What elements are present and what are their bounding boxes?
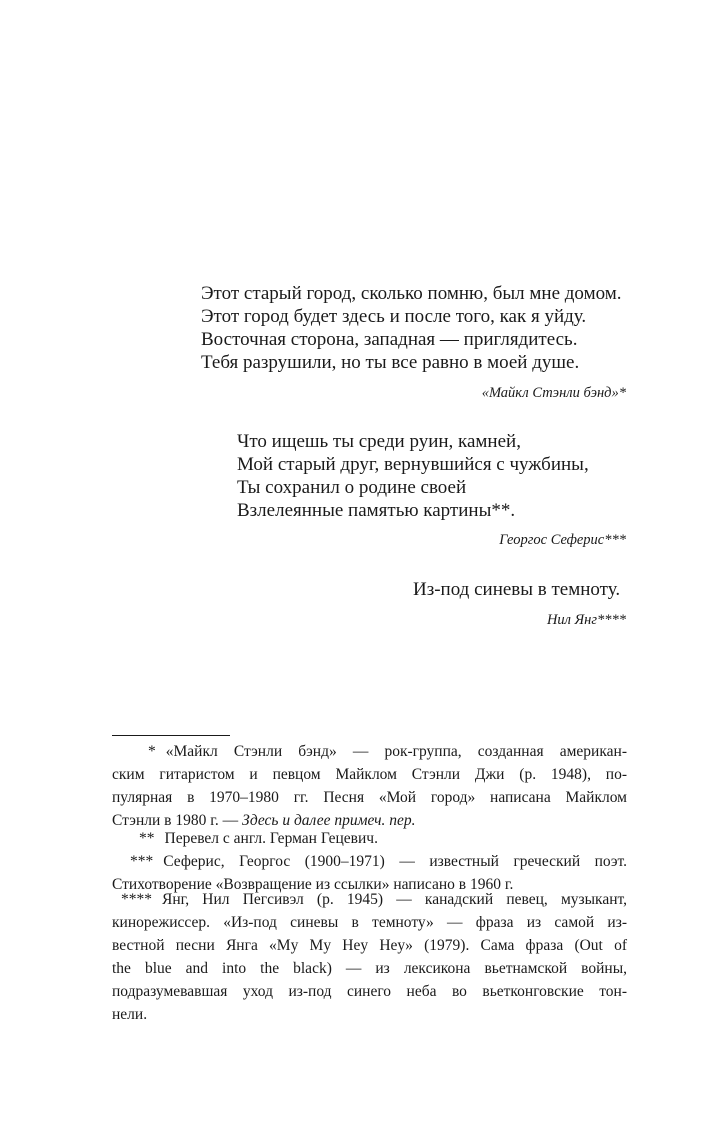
epigraph-attribution: Нил Янг****: [546, 612, 626, 628]
translator-note: Здесь и далее примеч. пер.: [241, 812, 416, 829]
footnote-4: [112, 888, 627, 1026]
footnote-text: ским гитаристом и певцом Майклом Стэнли Джи (р. 1948), по-: [112, 766, 627, 783]
verse-line: Что ищешь ты среди руин, камней,: [237, 431, 521, 452]
footnote-text: Сеферис, Георгос (1900–1971) — известный греческий поэт.: [163, 853, 627, 870]
footnote-separator: [112, 735, 230, 736]
verse-line: Этот старый город, сколько помню, был мне домом.: [201, 283, 622, 304]
verse-line: Взлелеянные памятью картины**.: [237, 500, 516, 521]
footnote-2: [112, 827, 627, 850]
footnote-marker: *: [148, 743, 156, 760]
footnote-text: Янг, Нил Пегсивэл (р. 1945) — канадский певец, музыкант,: [162, 891, 627, 908]
verse-line: Тебя разрушили, но ты все равно в моей душе.: [201, 352, 580, 373]
epigraph-attribution: Георгос Сеферис***: [499, 532, 626, 548]
footnote-text: вестной песни Янга «My My Hey Hey» (1979). Сама фраза (Out of: [112, 937, 627, 954]
footnote-1: [112, 740, 627, 832]
footnote-text: пулярная в 1970–1980 гг. Песня «Мой город» написана Майклом: [112, 789, 627, 806]
verse-line: Восточная сторона, западная — приглядитесь.: [201, 329, 578, 350]
footnote-text: нели.: [112, 1006, 148, 1023]
verse-line: Мой старый друг, вернувшийся с чужбины,: [237, 454, 589, 475]
verse-line: Ты сохранил о родине своей: [237, 477, 467, 498]
footnote-text: Стихотворение «Возвращение из ссылки» написано в 1960 г.: [112, 876, 514, 893]
footnote-text: подразумевавшая уход из-под синего неба во вьетконговские тон-: [112, 983, 627, 1000]
footnote-marker: ****: [121, 891, 152, 908]
footnote-text: the blue and into the black) — из лексикона вьетнамской войны,: [112, 960, 627, 977]
footnote-text: «Майкл Стэнли бэнд» — рок-группа, созданная американ-: [165, 743, 627, 760]
footnote-marker: ***: [130, 853, 154, 870]
footnote-marker: **: [139, 830, 155, 847]
verse-line: Этот город будет здесь и после того, как я уйду.: [201, 306, 587, 327]
footnote-text: кинорежиссер. «Из-под синевы в темноту» — фраза из самой из-: [112, 914, 627, 931]
footnote-text: Стэнли в 1980 г. —: [112, 812, 242, 829]
footnote-text: Перевел с англ. Герман Гецевич.: [164, 830, 378, 847]
epigraph-attribution: «Майкл Стэнли бэнд»*: [481, 385, 626, 401]
verse-line: Из-под синевы в темноту.: [413, 579, 621, 600]
